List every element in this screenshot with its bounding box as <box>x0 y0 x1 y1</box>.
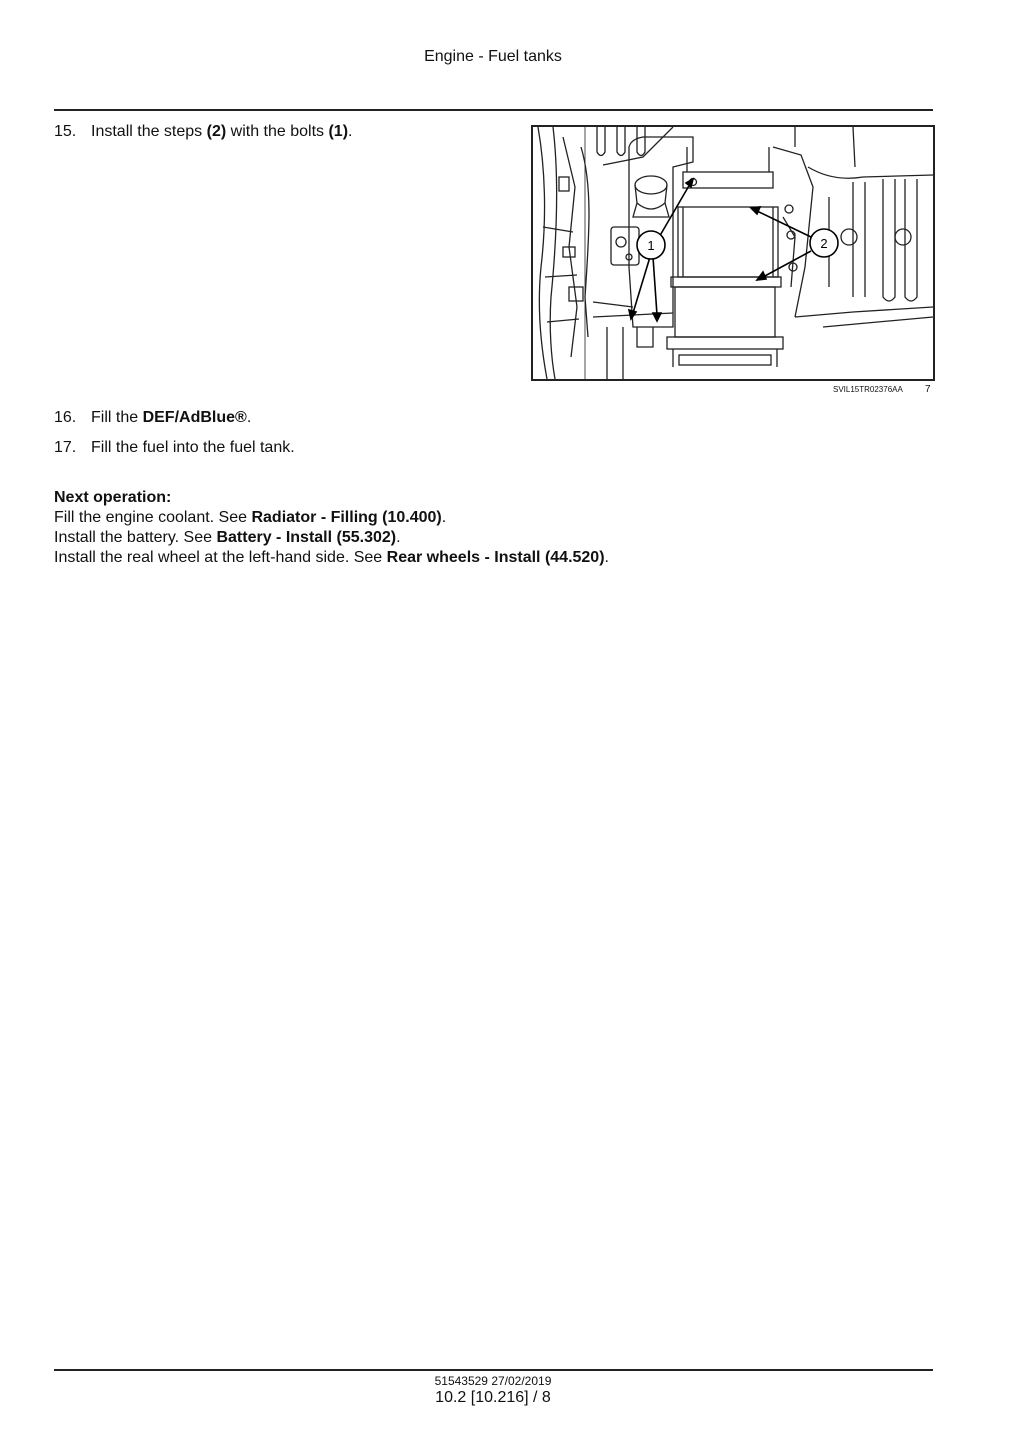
header-divider <box>54 109 933 111</box>
next-operation-line: Install the real wheel at the left-hand side. See Rear wheels - Install (44.520). <box>54 549 609 566</box>
next-operation-line: Fill the engine coolant. See Radiator - Filling (10.400). <box>54 509 447 526</box>
step-number: 17. <box>54 439 77 456</box>
next-operation-heading: Next operation: <box>54 489 172 506</box>
footer-page-number: 10.2 [10.216] / 8 <box>435 1389 551 1406</box>
cross-reference-link[interactable]: Rear wheels - Install (44.520) <box>386 549 605 566</box>
figure-reference-code: SVIL15TR02376AA <box>833 385 903 394</box>
callout-2-label: 2 <box>820 236 828 251</box>
step-17: 17. Fill the fuel into the fuel tank. <box>54 439 295 456</box>
next-operation-line: Install the battery. See Battery - Install (55.302). <box>54 529 401 546</box>
step-number: 16. <box>54 409 77 426</box>
figure-number: 7 <box>925 384 931 395</box>
steps-illustration-drawing <box>533 127 933 379</box>
cross-reference-link[interactable]: Battery - Install (55.302) <box>216 529 397 546</box>
cross-reference-link[interactable]: Radiator - Filling (10.400) <box>251 509 442 526</box>
step-16: 16. Fill the DEF/AdBlue®. <box>54 409 252 426</box>
step-15: 15. Install the steps (2) with the bolts (1). <box>54 123 353 140</box>
step-number: 15. <box>54 123 77 140</box>
footer-document-code: 51543529 27/02/2019 <box>434 1374 552 1388</box>
page-header-title: Engine - Fuel tanks <box>424 48 562 65</box>
next-operation-section <box>54 488 609 568</box>
callout-1-label: 1 <box>647 238 655 253</box>
figure-steps-illustration <box>531 125 935 381</box>
footer-divider <box>54 1369 933 1371</box>
